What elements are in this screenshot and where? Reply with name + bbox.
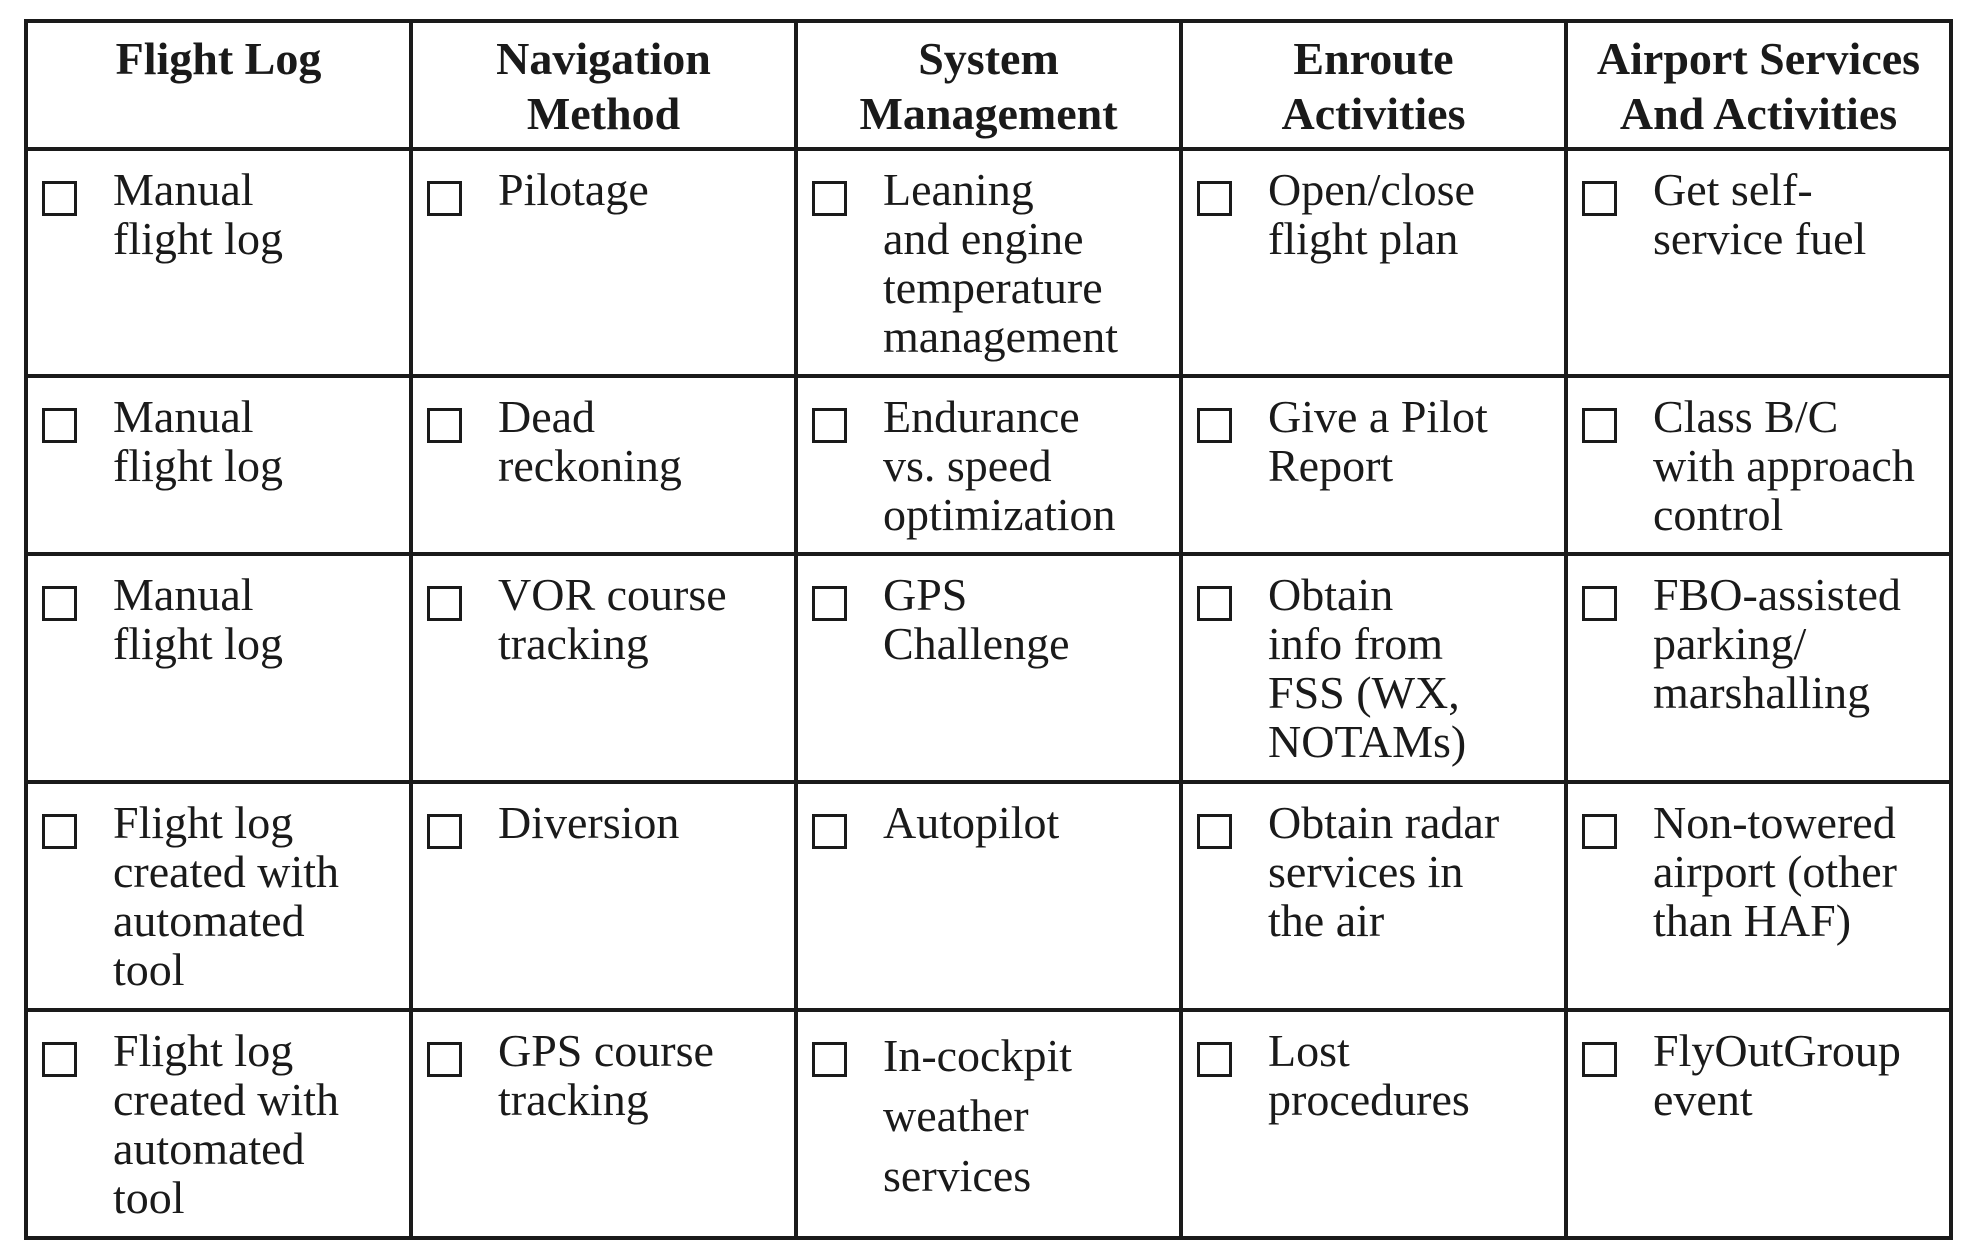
- table-cell: [26, 554, 411, 782]
- checkbox[interactable]: [1582, 181, 1617, 216]
- checkbox[interactable]: [812, 1042, 847, 1077]
- table-cell: [411, 782, 796, 1010]
- checkbox[interactable]: [1197, 1042, 1232, 1077]
- checkbox[interactable]: [1582, 814, 1617, 849]
- item-label: Open/close flight plan: [1268, 164, 1475, 264]
- table-cell: [411, 376, 796, 554]
- table-cell: [1566, 782, 1951, 1010]
- table-cell: [411, 554, 796, 782]
- table-cell: [1181, 149, 1566, 376]
- checkbox[interactable]: [427, 408, 462, 443]
- item-label: Dead reckoning: [498, 391, 682, 491]
- table-row: [26, 782, 1951, 1010]
- table-cell: [1566, 554, 1951, 782]
- checkbox[interactable]: [1197, 181, 1232, 216]
- item-label: Manual flight log: [113, 164, 283, 264]
- checkbox[interactable]: [812, 586, 847, 621]
- checkbox[interactable]: [427, 181, 462, 216]
- checklist-item: [1183, 151, 1564, 271]
- item-label: In-cockpit weather services: [883, 1030, 1073, 1201]
- header-row: [26, 21, 1951, 149]
- checkbox[interactable]: [42, 408, 77, 443]
- item-label: Obtain radar services in the air: [1268, 797, 1500, 946]
- checkbox[interactable]: [1582, 586, 1617, 621]
- table-row: [26, 1010, 1951, 1238]
- checklist-item: [28, 556, 409, 676]
- table-cell: [1181, 782, 1566, 1010]
- checklist-item: [1183, 556, 1564, 774]
- table-cell: [1566, 1010, 1951, 1238]
- table-cell: [1181, 376, 1566, 554]
- item-label: Give a Pilot Report: [1268, 391, 1488, 491]
- checkbox[interactable]: [42, 1042, 77, 1077]
- checklist-item: [28, 378, 409, 498]
- header-flight-log: Flight Log: [26, 21, 411, 149]
- table-row: [26, 554, 1951, 782]
- checklist-item: [28, 1012, 409, 1230]
- item-label: Get self- service fuel: [1653, 164, 1867, 264]
- checklist-item: [1568, 151, 1949, 271]
- checklist-item: [1568, 1012, 1949, 1132]
- item-label: Obtain info from FSS (WX, NOTAMs): [1268, 569, 1467, 767]
- table-cell: [26, 376, 411, 554]
- table-cell: [1181, 554, 1566, 782]
- checklist-item: [1568, 378, 1949, 547]
- checkbox[interactable]: [812, 814, 847, 849]
- checkbox[interactable]: [1197, 814, 1232, 849]
- item-label: Autopilot: [883, 797, 1060, 848]
- header-system-management: System Management: [796, 21, 1181, 149]
- checklist-item: [798, 1012, 1179, 1214]
- checklist-item: [1183, 378, 1564, 498]
- checklist-item: [798, 556, 1179, 676]
- checkbox[interactable]: [1197, 586, 1232, 621]
- item-label: Manual flight log: [113, 391, 283, 491]
- checklist-item: [28, 784, 409, 1002]
- item-label: Diversion: [498, 797, 680, 848]
- table-row: [26, 376, 1951, 554]
- table-row: [26, 149, 1951, 376]
- checklist-item: [798, 151, 1179, 369]
- checklist-item: [413, 151, 794, 224]
- checkbox[interactable]: [427, 1042, 462, 1077]
- checklist-item: [413, 1012, 794, 1132]
- checklist-item: [1183, 1012, 1564, 1132]
- checklist-item: [413, 784, 794, 857]
- header-navigation-method: Navigation Method: [411, 21, 796, 149]
- table-cell: [411, 1010, 796, 1238]
- checkbox[interactable]: [42, 181, 77, 216]
- checkbox[interactable]: [812, 408, 847, 443]
- table-cell: [1181, 1010, 1566, 1238]
- table-cell: [796, 376, 1181, 554]
- item-label: Flight log created with automated tool: [113, 797, 340, 995]
- table-cell: [26, 149, 411, 376]
- item-label: Non-towered airport (other than HAF): [1653, 797, 1897, 946]
- item-label: Manual flight log: [113, 569, 283, 669]
- checkbox[interactable]: [1582, 408, 1617, 443]
- header-enroute-activities: Enroute Activities: [1181, 21, 1566, 149]
- header-airport-services: Airport Services And Activities: [1566, 21, 1951, 149]
- checkbox[interactable]: [42, 586, 77, 621]
- item-label: FlyOutGroup event: [1653, 1025, 1901, 1125]
- table-cell: [411, 149, 796, 376]
- item-label: Class B/C with approach control: [1653, 391, 1915, 540]
- item-label: FBO-assisted parking/ marshalling: [1653, 569, 1901, 718]
- item-label: Pilotage: [498, 164, 649, 215]
- table-cell: [1566, 149, 1951, 376]
- table-cell: [1566, 376, 1951, 554]
- table-cell: [796, 1010, 1181, 1238]
- checklist-item: [413, 556, 794, 676]
- checklist-item: [798, 784, 1179, 857]
- item-label: VOR course tracking: [498, 569, 727, 669]
- item-label: Flight log created with automated tool: [113, 1025, 340, 1223]
- activity-checklist-table: [24, 19, 1953, 1240]
- item-label: Leaning and engine temperature management: [883, 164, 1119, 362]
- checkbox[interactable]: [427, 814, 462, 849]
- checklist-item: [1568, 784, 1949, 953]
- item-label: GPS Challenge: [883, 569, 1070, 669]
- checkbox[interactable]: [427, 586, 462, 621]
- table-cell: [796, 149, 1181, 376]
- checkbox[interactable]: [812, 181, 847, 216]
- item-label: Endurance vs. speed optimization: [883, 391, 1116, 540]
- table-cell: [26, 782, 411, 1010]
- item-label: Lost procedures: [1268, 1025, 1470, 1125]
- checkbox[interactable]: [1197, 408, 1232, 443]
- checklist-item: [413, 378, 794, 498]
- checklist-item: [28, 151, 409, 271]
- checkbox[interactable]: [42, 814, 77, 849]
- item-label: GPS course tracking: [498, 1025, 714, 1125]
- table-cell: [796, 782, 1181, 1010]
- table-cell: [26, 1010, 411, 1238]
- checklist-item: [1183, 784, 1564, 953]
- table-cell: [796, 554, 1181, 782]
- checklist-item: [1568, 556, 1949, 725]
- checklist-item: [798, 378, 1179, 547]
- checkbox[interactable]: [1582, 1042, 1617, 1077]
